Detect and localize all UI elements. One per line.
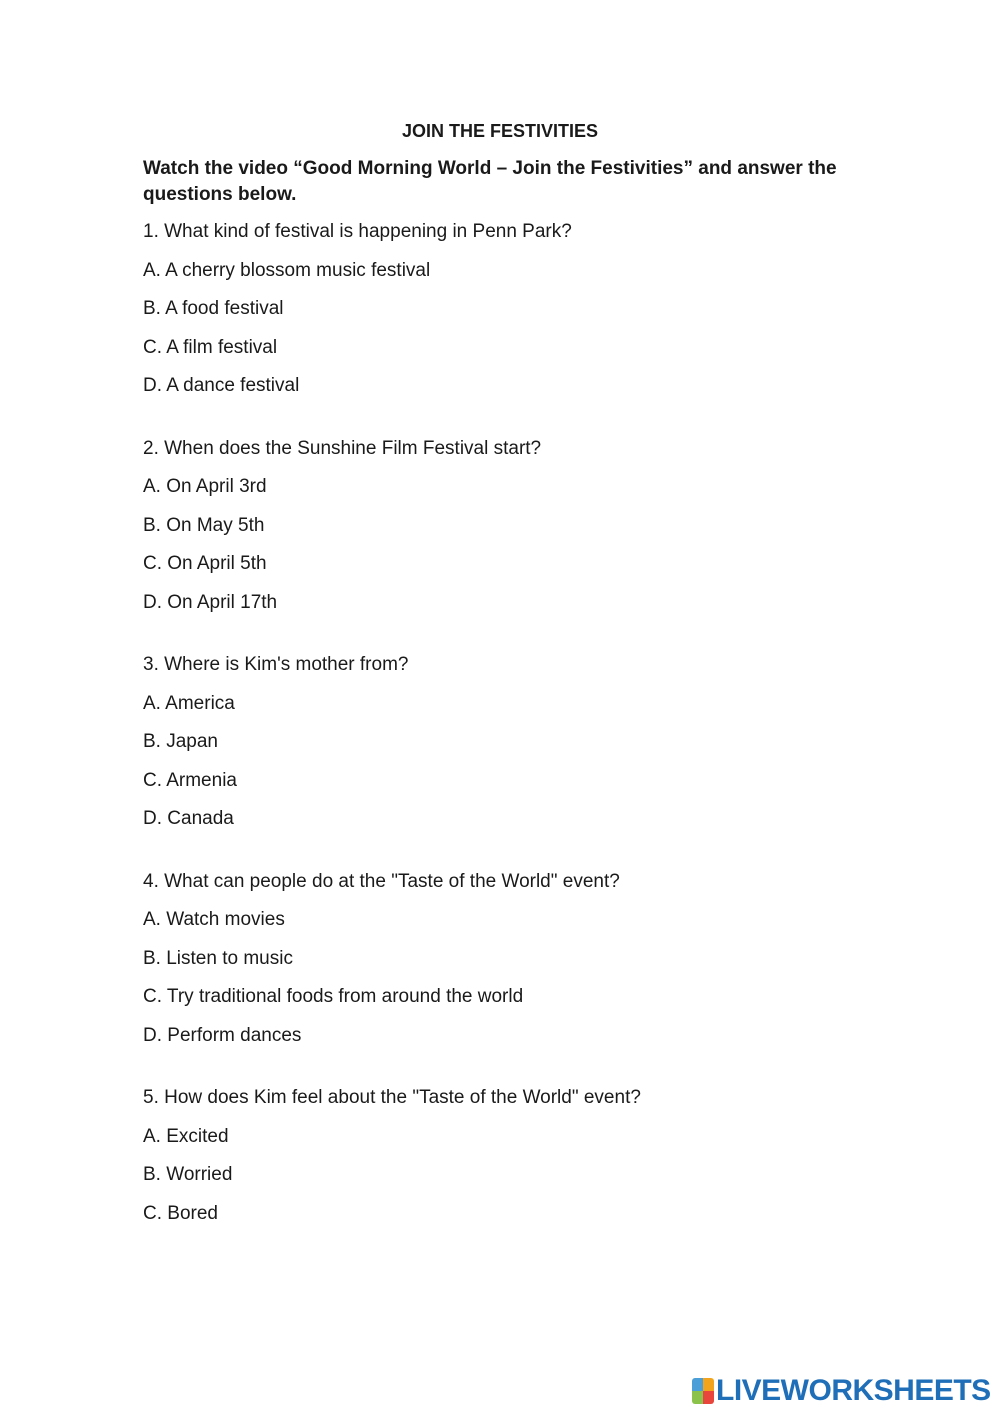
answer-option: A. On April 3rd [143,476,267,497]
answer-option: A. America [143,692,235,714]
answer-option: B. On May 5th [143,514,265,536]
answer-option: D. Perform dances [143,1024,302,1046]
answer-option: C. Try traditional foods from around the world [143,986,524,1007]
question-text: 2. When does the Sunshine Film Festival start? [143,437,542,459]
answer-option: D. On April 17th [143,591,278,613]
question-text: 3. Where is Kim's mother from? [143,654,409,675]
liveworksheets-logo [692,1374,991,1408]
liveworksheets-logo-icon [692,1378,714,1404]
answer-option: A. A cherry blossom music festival [143,259,431,281]
question-list [143,220,863,1264]
logo-text: LIVEWORKSHEETS [716,1374,991,1407]
answer-option: C. A film festival [143,336,278,358]
answer-option: C. Armenia [143,769,237,791]
answer-option: C. Bored [143,1202,218,1224]
answer-option: C. On April 5th [143,553,267,574]
question-4 [143,870,863,1048]
instructions: Watch the video “Good Morning World – Join the Festivities” and answer the questions below. [143,158,837,205]
question-2 [143,437,863,615]
answer-option: A. Excited [143,1125,229,1147]
answer-option: B. A food festival [143,298,284,319]
answer-option: B. Worried [143,1164,233,1185]
answer-option: B. Japan [143,731,218,752]
question-3 [143,653,863,831]
answer-option: A. Watch movies [143,909,285,930]
question-1 [143,220,863,398]
answer-option: B. Listen to music [143,947,293,969]
question-5 [143,1086,863,1226]
answer-option: D. A dance festival [143,375,300,396]
answer-option: D. Canada [143,808,234,829]
question-text: 1. What kind of festival is happening in Penn Park? [143,221,572,242]
question-text: 4. What can people do at the "Taste of the World" event? [143,870,620,892]
page-title: JOIN THE FESTIVITIES [401,121,599,141]
question-text: 5. How does Kim feel about the "Taste of the World" event? [143,1087,641,1108]
